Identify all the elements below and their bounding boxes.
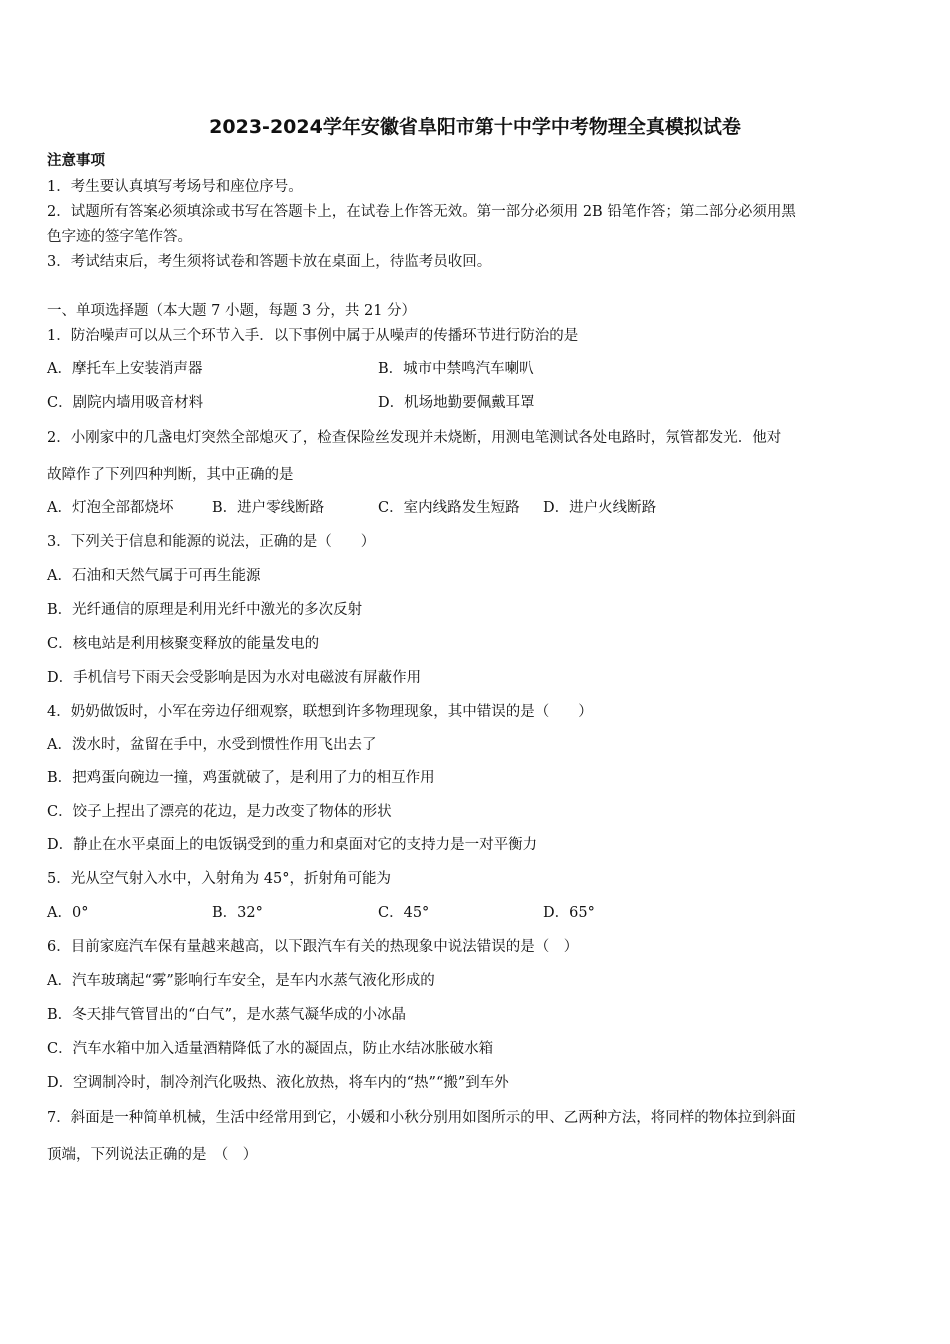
- question-5-option-b: B．32°: [212, 905, 263, 921]
- notice-heading: 注意事项: [47, 152, 105, 169]
- question-5-stem: 5．光从空气射入水中，入射角为 45°，折射角可能为: [47, 871, 392, 887]
- question-4-option-c: C．饺子上捏出了漂亮的花边，是力改变了物体的形状: [47, 804, 392, 820]
- question-4-option-a: A．泼水时，盆留在手中，水受到惯性作用飞出去了: [47, 737, 377, 753]
- question-4-option-b: B．把鸡蛋向碗边一撞，鸡蛋就破了，是利用了力的相互作用: [47, 770, 435, 786]
- question-2-option-a: A．灯泡全部都烧坏: [47, 500, 174, 516]
- question-2-stem: 2．小刚家中的几盏电灯突然全部熄灭了，检查保险丝发现并未烧断，用测电笔测试各处电路时，氖管都发光．他对: [47, 430, 782, 446]
- question-3-option-c: C．核电站是利用核聚变释放的能量发电的: [47, 636, 320, 652]
- question-6-option-c: C．汽车水箱中加入适量酒精降低了水的凝固点，防止水结冰胀破水箱: [47, 1041, 494, 1057]
- question-2-option-b: B．进户零线断路: [212, 500, 325, 516]
- question-5-option-a: A．0°: [47, 905, 89, 921]
- exam-title: 2023-2024学年安徽省阜阳市第十中学中考物理全真模拟试卷: [209, 116, 741, 138]
- question-5-option-c: C．45°: [378, 905, 430, 921]
- question-7-stem: 7．斜面是一种简单机械，生活中经常用到它，小媛和小秋分别用如图所示的甲、乙两种方法，将同样的物体拉到斜面: [47, 1110, 796, 1126]
- question-3-option-b: B．光纤通信的原理是利用光纤中激光的多次反射: [47, 602, 363, 618]
- question-6-option-a: A．汽车玻璃起“雾”影响行车安全，是车内水蒸气液化形成的: [47, 973, 435, 989]
- notice-item: 色字迹的签字笔作答。: [47, 229, 192, 245]
- question-2-option-d: D．进户火线断路: [543, 500, 657, 516]
- question-7-stem-cont: 顶端，下列说法正确的是 （ ）: [47, 1147, 258, 1163]
- notice-item: 3．考试结束后，考生须将试卷和答题卡放在桌面上，待监考员收回。: [47, 254, 492, 270]
- question-1-stem: 1．防治噪声可以从三个环节入手．以下事例中属于从噪声的传播环节进行防治的是: [47, 328, 579, 344]
- question-6-option-b: B．冬天排气管冒出的“白气”，是水蒸气凝华成的小冰晶: [47, 1007, 406, 1023]
- question-4-stem: 4．奶奶做饭时，小军在旁边仔细观察，联想到许多物理现象，其中错误的是（ ）: [47, 704, 593, 720]
- section-heading: 一、单项选择题（本大题 7 小题，每题 3 分，共 21 分）: [47, 303, 417, 319]
- question-3-stem: 3．下列关于信息和能源的说法，正确的是（ ）: [47, 534, 376, 550]
- question-6-option-d: D．空调制冷时，制冷剂汽化吸热、液化放热，将车内的“热”“搬”到车外: [47, 1075, 509, 1091]
- question-1-option-a: A．摩托车上安装消声器: [47, 361, 203, 377]
- question-2-stem-cont: 故障作了下列四种判断，其中正确的是: [47, 467, 294, 483]
- question-6-stem: 6．目前家庭汽车保有量越来越高，以下跟汽车有关的热现象中说法错误的是（ ）: [47, 939, 579, 955]
- notice-item: 2．试题所有答案必须填涂或书写在答题卡上，在试卷上作答无效。第一部分必须用 2B 铅笔作答；第二部分必须用黑: [47, 204, 796, 220]
- question-1-option-b: B．城市中禁鸣汽车喇叭: [378, 361, 534, 377]
- question-5-option-d: D．65°: [543, 905, 595, 921]
- question-3-option-d: D．手机信号下雨天会受影响是因为水对电磁波有屏蔽作用: [47, 670, 422, 686]
- question-4-option-d: D．静止在水平桌面上的电饭锅受到的重力和桌面对它的支持力是一对平衡力: [47, 837, 538, 853]
- notice-item: 1．考生要认真填写考场号和座位序号。: [47, 179, 303, 195]
- question-1-option-d: D．机场地勤要佩戴耳罩: [378, 395, 535, 411]
- question-2-option-c: C．室内线路发生短路: [378, 500, 520, 516]
- question-1-option-c: C．剧院内墙用吸音材料: [47, 395, 204, 411]
- question-3-option-a: A．石油和天然气属于可再生能源: [47, 568, 261, 584]
